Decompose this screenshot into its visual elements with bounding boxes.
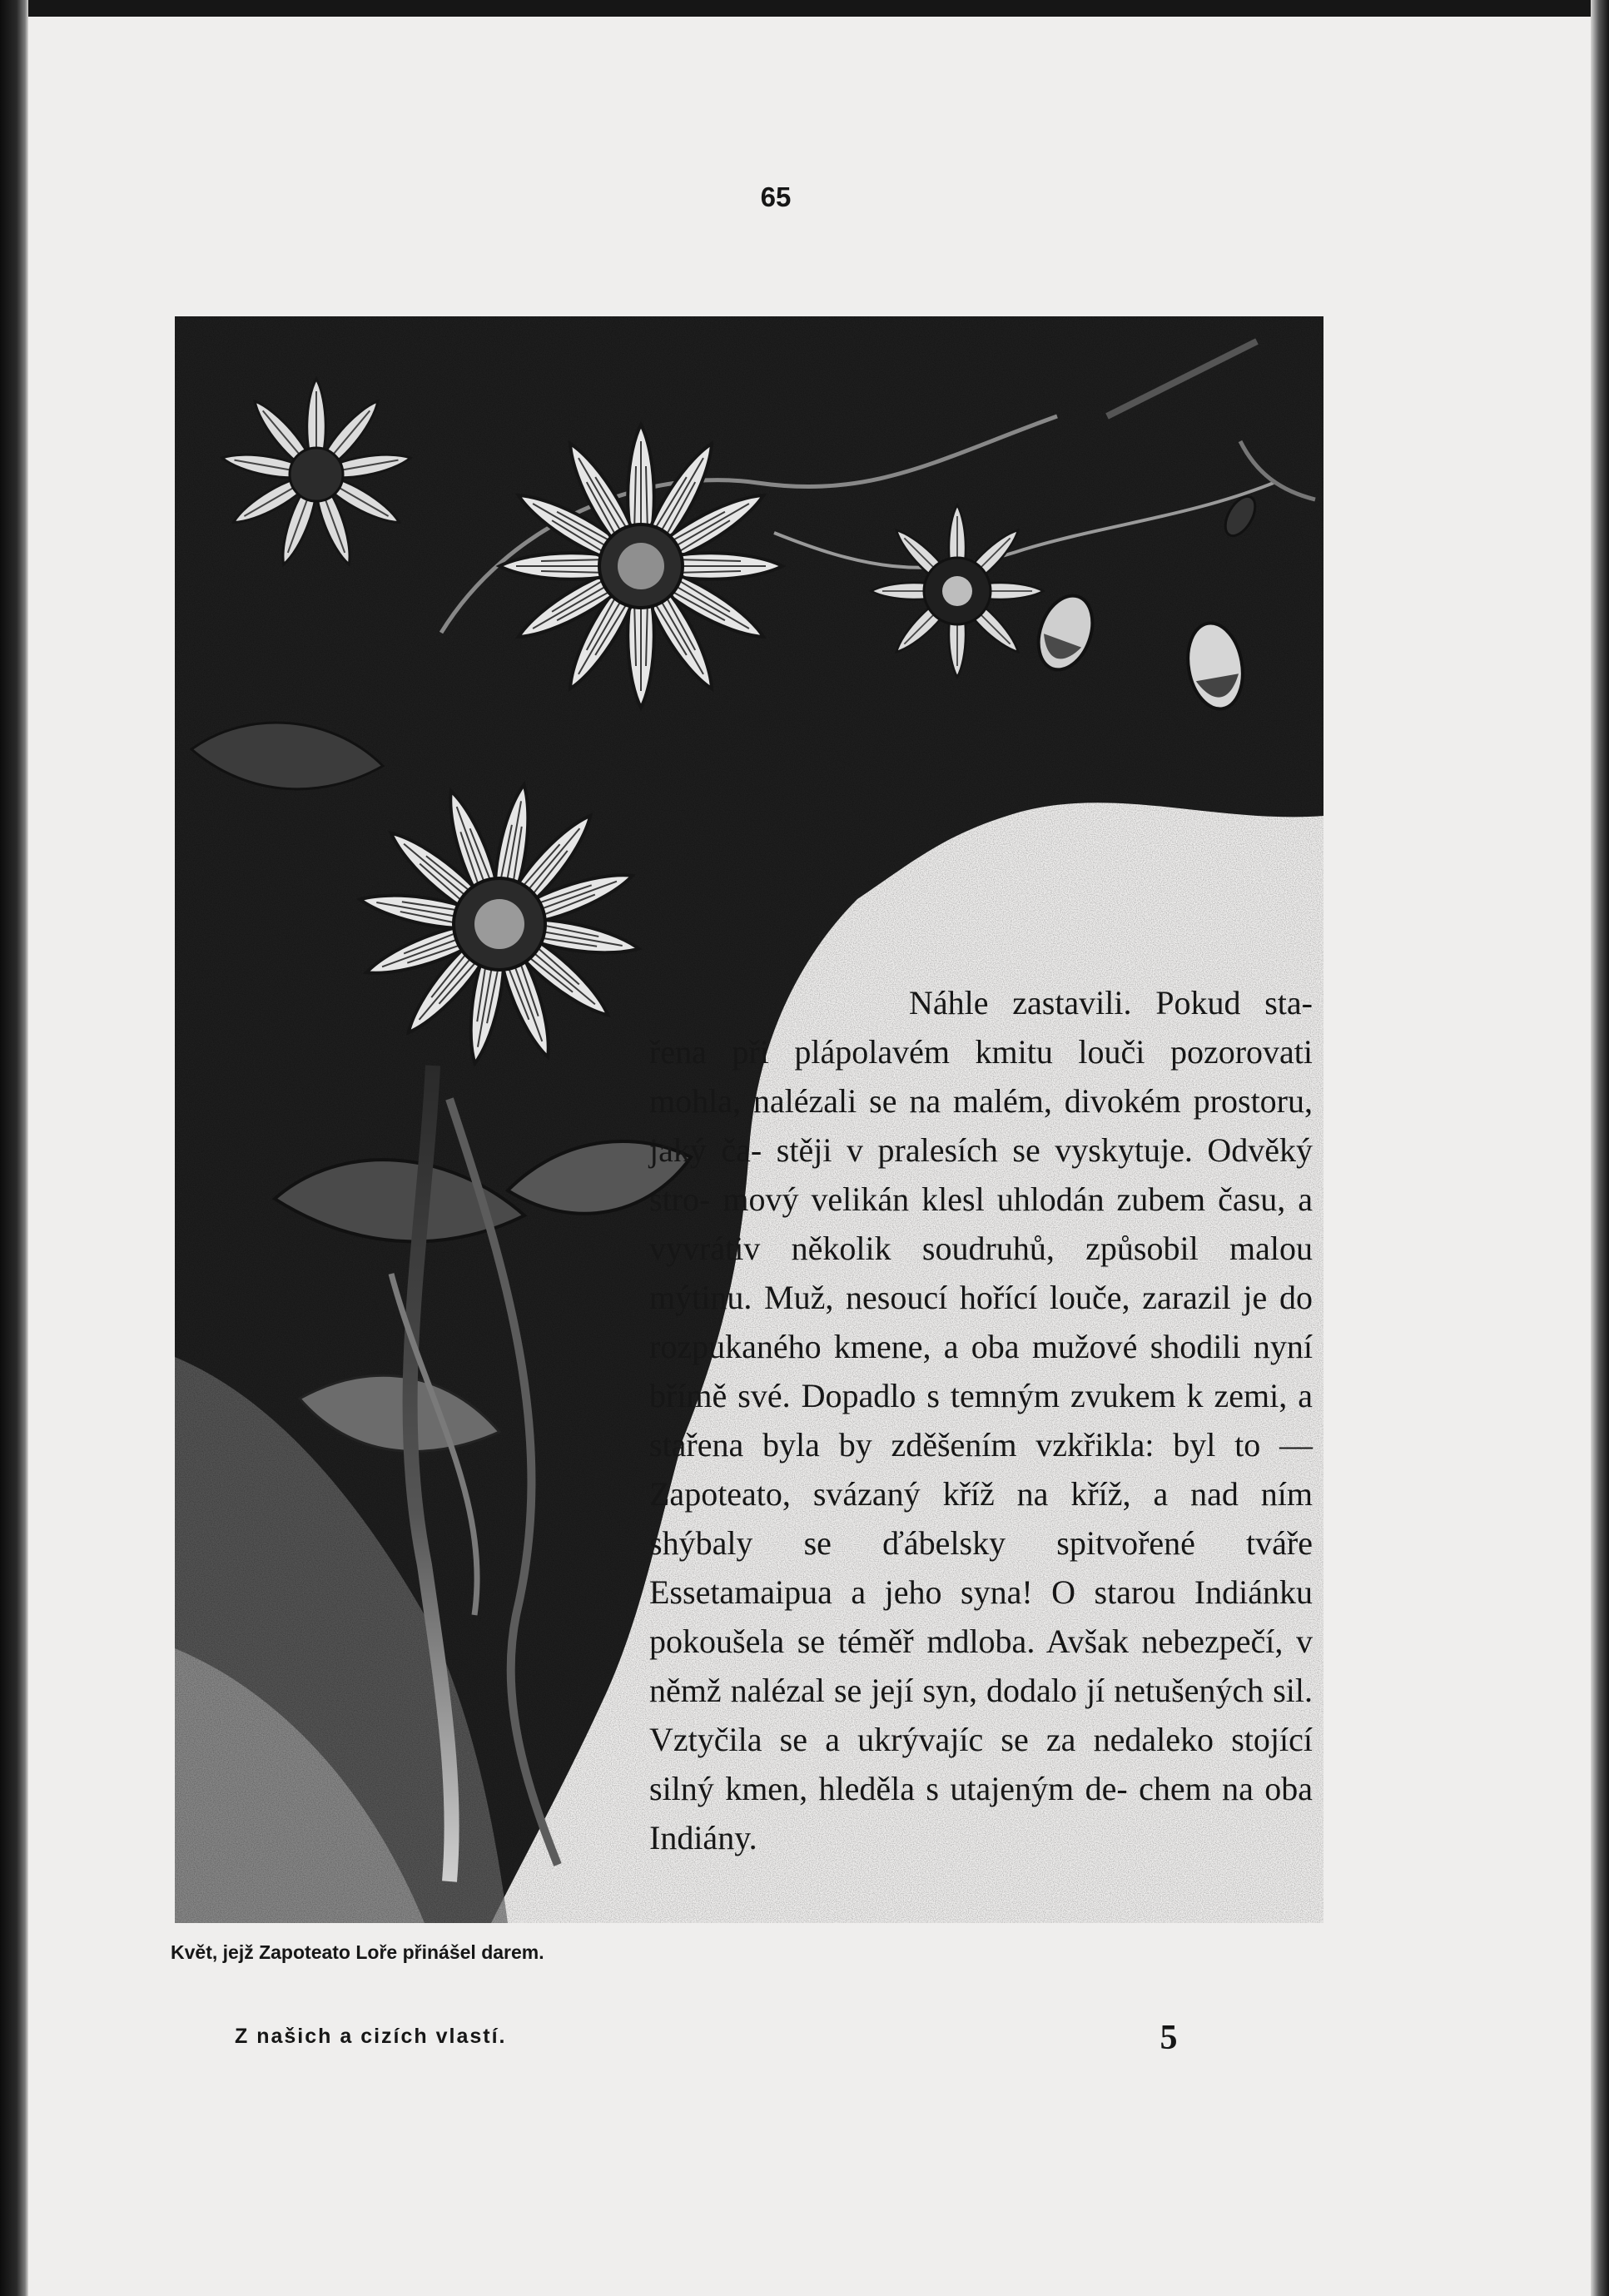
scan-binding-edge [0, 0, 28, 2296]
text-line: s temným zvukem k zemi, a stařena byla [649, 1377, 1313, 1464]
text-line: zarazil je do rozpukaného kmene, a oba [649, 1279, 1313, 1365]
text-line: se ďábelsky spitvořené tváře Essetamaipua [649, 1524, 1313, 1611]
text-line: sil. Vztyčila se a ukrývajíc se za nedaleko [649, 1672, 1313, 1758]
text-line: svázaný kříž na kříž, a nad ním shýbaly [649, 1475, 1313, 1562]
signature-mark: 5 [1160, 2019, 1178, 2057]
illustration-caption: Květ, jejž Zapoteato Loře přinášel darem. [171, 1941, 544, 1963]
text-line: mužové shodili nyní břímě své. Dopadlo [649, 1328, 1313, 1414]
body-text [649, 978, 1313, 1862]
text-line: stěji v pralesích se vyskytuje. Odvěký stro- [649, 1131, 1314, 1218]
text-line: a jeho syna! O starou Indiánku pokoušela [649, 1573, 1313, 1660]
text-line: nalézal se její syn, dodalo jí netušených [730, 1672, 1274, 1709]
scan-right-edge [1591, 0, 1609, 2296]
page-number: 65 [760, 181, 792, 212]
scan-top-edge [0, 0, 1609, 17]
text-line: malou mýtinu. Muž, nesoucí hořící louče, [649, 1230, 1313, 1316]
text-line: mový velikán klesl uhlodán zubem času, [723, 1180, 1299, 1218]
text-line: stojící silný kmen, hleděla s utajeným de- [649, 1721, 1313, 1807]
text-line: řena při plápolavém kmitu louči [649, 1033, 1170, 1071]
text-line: by zděšením vzkřikla: byl to —Zapoteato, [649, 1426, 1313, 1513]
footer-publication-title: Z našich a cizích vlastí. [235, 2025, 507, 2048]
text-line: pozorovati mohla, nalézali se [649, 1033, 1313, 1120]
text-line: na malém, divokém prostoru, jaký ča- [649, 1082, 1313, 1169]
body-paragraph [649, 978, 1313, 1862]
text-line: chem na oba Indiány. [649, 1770, 1313, 1856]
text-line: se téměř mdloba. Avšak nebezpečí, v němž [649, 1623, 1313, 1709]
text-line: a vyvrátiv několik soudruhů, způsobil [649, 1180, 1313, 1267]
text-line: Náhle zastavili. Pokud sta- [909, 984, 1313, 1021]
